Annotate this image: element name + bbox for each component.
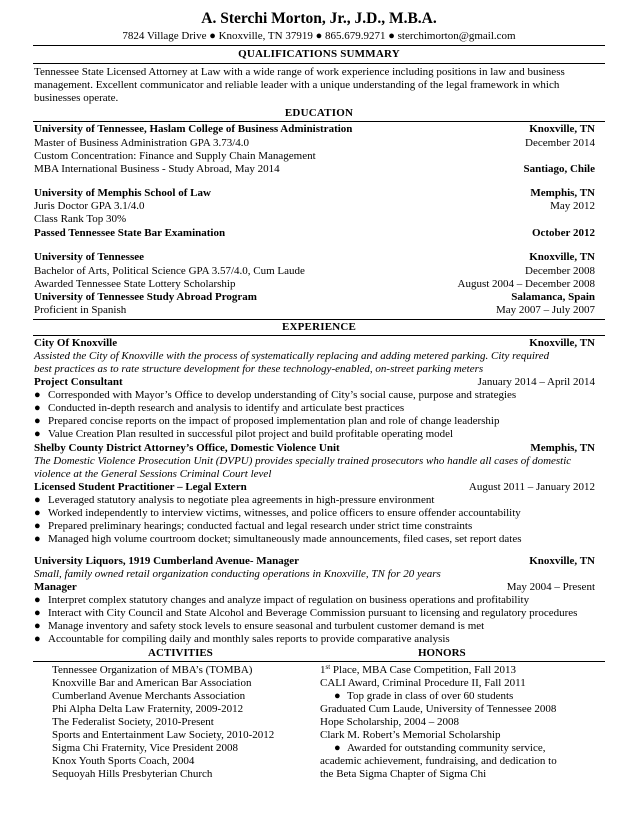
- role-shelby: Licensed Student Practitioner – Legal Extern: [34, 481, 247, 493]
- honor-hope: Hope Scholarship, 2004 – 2008: [320, 716, 460, 728]
- candidate-name: A. Sterchi Morton, Jr., J.D., M.B.A.: [201, 10, 437, 27]
- activity-item: Sports and Entertainment Law Society, 2010-2012: [52, 729, 275, 741]
- spanish: Proficient in Spanish: [34, 304, 127, 316]
- bullet-knoxville-4: ● Value Creation Plan resulted in successful pilot project and build profitable operating model: [34, 428, 454, 440]
- class-rank: Class Rank Top 30%: [34, 213, 127, 225]
- degree-ba: Bachelor of Arts, Political Science GPA 3.57/4.0, Cum Laude: [34, 265, 305, 277]
- experience-top-rule: [33, 319, 605, 320]
- honor-cali: CALI Award, Criminal Procedure II, Fall 2011: [320, 677, 526, 689]
- bullet-icon: ●: [34, 494, 41, 506]
- activity-item: Cumberland Avenue Merchants Association: [52, 690, 246, 702]
- honor-clark: Clark M. Robert’s Memorial Scholarship: [320, 729, 501, 741]
- bullet-knoxville-1: ● Corresponded with Mayor’s Office to develop understanding of City’s social cause, purpose and strategies: [34, 389, 517, 401]
- study-abroad-program: University of Tennessee Study Abroad Program: [34, 291, 257, 303]
- activities-title: ACTIVITIES: [148, 647, 213, 659]
- dates-liquors: May 2004 – Present: [506, 581, 595, 593]
- lottery-scholarship-date: August 2004 – December 2008: [457, 278, 595, 290]
- org-shelby: Shelby County District Attorney’s Office, Domestic Violence Unit: [34, 442, 340, 454]
- location-utk: Knoxville, TN: [529, 251, 595, 263]
- desc-liquors-1: Small, family owned retail organization conducting operations in Knoxville, TN for 20 years: [34, 568, 441, 580]
- bullet-liquors-1: ● Interpret complex statutory changes and analyze impact of regulation on business operations and profitability: [34, 594, 530, 606]
- org-knoxville: City Of Knoxville: [34, 337, 118, 349]
- bullet-icon: ●: [34, 620, 41, 632]
- bullet-icon: ●: [34, 428, 41, 440]
- date-jd: May 2012: [550, 200, 595, 212]
- bullet-shelby-2: ● Worked independently to interview victims, witnesses, and police officers to ensure offender accountability: [34, 507, 521, 519]
- school-haslam: University of Tennessee, Haslam College of Business Administration: [34, 123, 353, 135]
- degree-jd: Juris Doctor GPA 3.1/4.0: [34, 200, 145, 212]
- honor-clark-sub-2: academic achievement, fundraising, and dedication to: [320, 755, 557, 767]
- location-shelby: Memphis, TN: [530, 442, 595, 454]
- desc-shelby-1: The Domestic Violence Prosecution Unit (DVPU) provides specially trained prosecutors who handle all cases of domestic: [34, 455, 572, 467]
- bullet-icon: ●: [34, 520, 41, 532]
- mba-abroad-location: Santiago, Chile: [523, 163, 595, 175]
- bullet-shelby-1: ● Leveraged statutory analysis to negotiate plea agreements in high-pressure environment: [34, 494, 435, 506]
- concentration: Custom Concentration: Finance and Supply Chain Management: [34, 150, 316, 162]
- study-abroad-location: Salamanca, Spain: [511, 291, 595, 303]
- bullet-liquors-2: ● Interact with City Council and State Alcohol and Beverage Commission pursuant to licensing and regulatory procedures: [34, 607, 578, 619]
- location-liquors: Knoxville, TN: [529, 555, 595, 567]
- org-liquors: University Liquors, 1919 Cumberland Avenue- Manager: [34, 555, 300, 567]
- bullet-shelby-4: ● Managed high volume courtroom docket; simultaneously made announcements, filed cases, set report dates: [34, 533, 522, 545]
- contact-line: 7824 Village Drive ● Knoxville, TN 37919 ● 865.679.9271 ● sterchimorton@gmail.com: [122, 30, 516, 42]
- bar-exam: Passed Tennessee State Bar Examination: [34, 227, 226, 239]
- location-knoxville: Knoxville, TN: [529, 337, 595, 349]
- desc-knoxville-1: Assisted the City of Knoxville with the process of systematically replacing and adding metered parking. City required: [34, 350, 550, 362]
- qualifications-title: QUALIFICATIONS SUMMARY: [238, 48, 400, 60]
- bullet-knoxville-2: ● Conducted in-depth research and analysis to identify and articulate best practices: [34, 402, 405, 414]
- education-rule: [33, 121, 605, 122]
- activity-item: Knoxville Bar and American Bar Association: [52, 677, 252, 689]
- activities-rule: [33, 661, 605, 662]
- bullet-icon: ●: [34, 633, 41, 645]
- bullet-icon: ●: [34, 402, 41, 414]
- dates-shelby: August 2011 – January 2012: [468, 481, 595, 493]
- activity-item: Phi Alpha Delta Law Fraternity, 2009-2012: [52, 703, 244, 715]
- spanish-date: May 2007 – July 2007: [496, 304, 595, 316]
- bullet-icon: ●: [334, 742, 341, 754]
- bar-exam-date: October 2012: [531, 227, 595, 239]
- experience-title: EXPERIENCE: [281, 321, 357, 333]
- qualifications-text: Tennessee State Licensed Attorney at Law with a wide range of work experience including positions in law and business management. Excellent communicator and reliable leader with a unique understanding of the legal framework in which businesses operate.: [34, 66, 565, 104]
- date-ba: December 2008: [525, 265, 595, 277]
- activity-item: Sigma Chi Fraternity, Vice President 2008: [52, 742, 239, 754]
- bullet-knoxville-3: ● Prepared concise reports on the impact of proposed implementation plan and role of change leadership: [34, 415, 500, 427]
- qualifications-rule: [33, 63, 605, 64]
- bullet-liquors-3: ● Manage inventory and safety stock levels to ensure seasonal and turbulent customer demand is met: [34, 620, 485, 632]
- school-utk: University of Tennessee: [34, 251, 144, 263]
- bullet-icon: ●: [34, 389, 41, 401]
- mba-abroad: MBA International Business - Study Abroad, May 2014: [34, 163, 280, 175]
- honor-cali-sub: ● Top grade in class of over 60 students: [334, 690, 514, 702]
- bullet-icon: ●: [34, 607, 41, 619]
- bullet-icon: ●: [34, 415, 41, 427]
- activity-item: Sequoyah Hills Presbyterian Church: [52, 768, 213, 780]
- bullet-liquors-4: ● Accountable for compiling daily and monthly sales reports to provide comparative analysis: [34, 633, 450, 645]
- header-rule: [33, 45, 605, 46]
- school-memphis: University of Memphis School of Law: [34, 187, 211, 199]
- bullet-icon: ●: [34, 533, 41, 545]
- bullet-icon: ●: [34, 594, 41, 606]
- date-mba: December 2014: [525, 137, 595, 149]
- desc-shelby-2: violence at the General Sessions Criminal Court level: [34, 468, 272, 480]
- dates-knoxville: January 2014 – April 2014: [477, 376, 595, 388]
- lottery-scholarship: Awarded Tennessee State Lottery Scholarship: [34, 278, 236, 290]
- honor-cum-laude: Graduated Cum Laude, University of Tennessee 2008: [320, 703, 557, 715]
- role-liquors: Manager: [34, 581, 77, 593]
- location-memphis: Memphis, TN: [530, 187, 595, 199]
- activity-item: The Federalist Society, 2010-Present: [52, 716, 214, 728]
- desc-knoxville-2: best practices as to rate structure development for these technology-enabled, on-street parking meters: [34, 363, 484, 375]
- role-knoxville: Project Consultant: [34, 376, 123, 388]
- education-title: EDUCATION: [284, 107, 354, 119]
- honor-clark-sub: ● Awarded for outstanding community service,: [334, 742, 546, 754]
- location-haslam: Knoxville, TN: [529, 123, 595, 135]
- activity-item: Tennessee Organization of MBA’s (TOMBA): [52, 664, 253, 676]
- honors-title: HONORS: [418, 647, 466, 659]
- honor-case-competition: 1st Place, MBA Case Competition, Fall 2013: [320, 663, 516, 676]
- bullet-icon: ●: [334, 690, 341, 702]
- bullet-shelby-3: ● Prepared preliminary hearings; conducted factual and legal research under strict time constraints: [34, 520, 473, 532]
- degree-mba: Master of Business Administration GPA 3.73/4.0: [34, 137, 250, 149]
- bullet-icon: ●: [34, 507, 41, 519]
- honor-clark-sub-3: the Beta Sigma Chapter of Sigma Chi: [320, 768, 487, 780]
- experience-rule: [33, 335, 605, 336]
- activity-item: Knox Youth Sports Coach, 2004: [52, 755, 195, 767]
